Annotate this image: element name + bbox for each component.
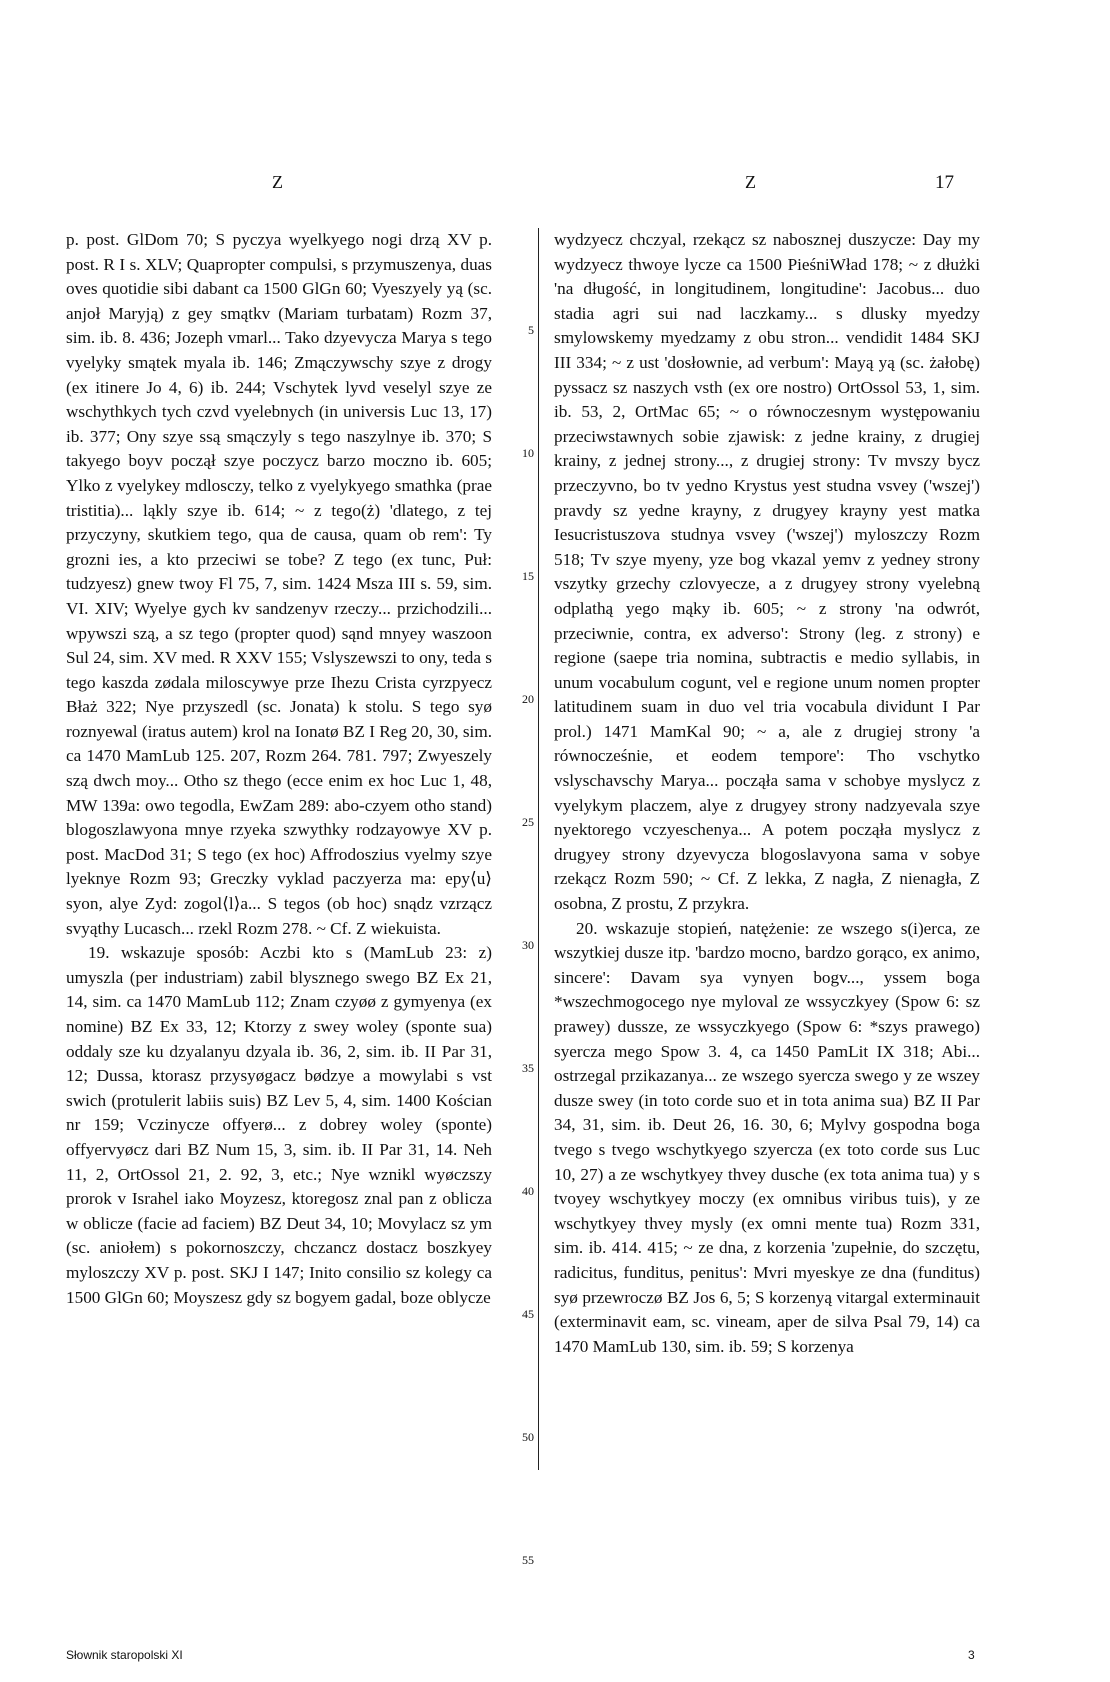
line-number: 20 bbox=[522, 692, 534, 706]
line-number: 25 bbox=[522, 815, 534, 829]
column-divider bbox=[538, 228, 539, 1470]
line-number: 35 bbox=[522, 1061, 534, 1075]
left-column bbox=[66, 228, 492, 1310]
line-number: 55 bbox=[522, 1553, 534, 1567]
line-number: 30 bbox=[522, 938, 534, 952]
line-number: 10 bbox=[522, 446, 534, 460]
right-paragraph: 20. wskazuje stopień, natężenie: ze wszego s(i)erca, ze wszytkiej dusze itp. 'bardzo mocno, bardzo gorąco, ex animo, sincere': Davam sya vynyen bogv..., yssem boga *wszechmogocego nye myloval ze wssyczkyey (Spow 6: sz prawey) dussze, ze wssyczkyego (Spow 6: *szys prawego) syercza mego Spow 3. 4, ca 1450 PamLit IX 318; Abi... ostrzegal przikazanya... ze wszego syercza swego y ze wszey dusze swey (in toto corde suo et in tota anima sua) BZ II Par 34, 31, sim. ib. Deut 26, 16. 30, 6; Mylvy gospodna boga tvego s tvego wschytkyego szyercza (ex toto corde sus Luc 10, 27) a ze wschytkyey thvey dusche (ex tota anima tua) y s tvoyey wschytkyey moczy (ex omnibus viribus tuis), y ze wschytkyey thvey mysly (ex omni mente tua) Rozm 331, sim. ib. 414. 415; ~ ze dna, z korzenia 'zupełnie, do szczętu, radicitus, funditus, penitus': Mvri myeskye ze dna (funditus) syø przewroczø BZ Jos 6, 5; S korzenyą vitargal exterminauit (exterminavit eam, sc. vineam, aper de silva Psal 79, 14) ca 1470 MamLub 130, sim. ib. 59; S korzenya bbox=[554, 918, 980, 1356]
header-right-letter: Z bbox=[745, 172, 756, 192]
footer-sheet-number: 3 bbox=[968, 1648, 975, 1662]
left-paragraph: 19. wskazuje sposób: Aczbi kto s (MamLub 23: z) umyszla (per industriam) zabil blysznego swego BZ Ex 21, 14, sim. ca 1470 MamLub 112; Znam czyøø z gymyenya (ex nomine) BZ Ex 33, 12; Ktorzy z swey woley (sponte sua) oddaly sze ku dzyalanyu dzyala ib. 36, 2, sim. ib. II Par 31, 12; Dussa, ktorasz przysyøgacz bødzye a mowylabi s vst swich (protulerit labiis suis) BZ Lev 5, 4, sim. 1400 Kościan nr 159; Vczinycze offyerø... z dobrey woley (sponte) offyervyøcz dari BZ Num 15, 3, sim. ib. II Par 31, 14. Neh 11, 2, OrtOssol 21, 2. 92, 3, etc.; Nye wznikl wyøczszy prorok v Israhel iako Moyzesz, ktoregosz znal pan z oblicza w oblicze (facie ad faciem) BZ Deut 34, 10; Movylacz sz ym (sc. aniołem) s pokornoszczy, chczancz dostacz boszkyey myloszczy XV p. post. SKJ I 147; Inito consilio sz kolegy ca 1500 GlGn 60; Moyszesz gdy sz bogyem gadal, boze oblycze bbox=[66, 943, 492, 1307]
line-number: 15 bbox=[522, 569, 534, 583]
right-paragraph: wydzyecz chczyal, rzekącz sz nabosznej duszycze: Day my wydzyecz thwoye lycze ca 1500 PieśniWład 178; ~ z dłużki 'na długość, in longitudinem, longitudine': Jacobus... duo stadia agri sui nad laczkamy... s dlusky myedzy smylowskemy myedzamy z obu stron... vendidit 1484 SKJ III 334; ~ z ust 'dosłownie, ad verbum': Mayą yą (sc. żałobę) pyssacz sz naszych vsth (ex ore nostro) OrtOssol 53, 1, sim. ib. 53, 2, OrtMac 65; ~ o równoczesnym występowaniu przeciwstawnych sobie zjawisk: z jedne krainy, z drugiej krainy, z jednej strony..., z drugiej strony: Tv mvszy bycz przeczyvno, bo tv yedno Krystus yest studna vsvey ('wszej') pravdy sz yedne krayny, z drugyey krayny yest matka Iesucristuszova studnya vsvey ('wszej') myloszczy Rozm 518; Tv szye myeny, yze bog vkazal yemv z yedney strony vszytky grzechy czlovyecze, a z drugyey strony vyelebną odplathą yego mąky ib. 605; ~ z strony 'na odwrót, przeciwnie, contra, ex adverso': Strony (leg. z strony) e regione (saepe tria nomina, subtractis e medio syllabis, in unum vocabulum cogunt, vel e regione unum nomen propter latitudinem suam in duo vel tria vocabula dividunt I Par prol.) 1471 MamKal 90; ~ a, ale z drugiej strony 'a równocześnie, et eodem tempore': Tho vschytko vslyschavschy Marya... począła sama v schobye myslycz z vyelykym placzem, alye z drugyey strony nadzyevala szye nyektorego vczyeschenya... A potem począła myslycz z drugyey strony dzyevycza blogoslavyona sama v sobye rzekącz Rozm 590; ~ Cf. Z lekka, Z nagła, Z nienagła, Z osobna, Z prostu, Z przykra. bbox=[554, 230, 980, 914]
left-paragraph: p. post. GlDom 70; S pyczya wyelkyego nogi drzą XV p. post. R I s. XLV; Quapropter compulsi, s przymuszenya, duas oves quotidie sibi dabant ca 1500 GlGn 60; Vyeszyely yą (sc. anjoł Maryją) z gey smątkv (Mariam turbatam) Rozm 37, sim. ib. 8. 436; Jozeph vmarl... Tako dzyevycza Marya s tego vyelyky smątek myala ib. 146; Zmączywschy szye z drogy (ex itinere Jo 4, 6) ib. 244; Vschytek lyvd veselyl szye ze wschythkych tych czvd vyelebnych (in universis Luc 13, 17) ib. 377; Ony szye ssą smączyly s tego naszylnye ib. 370; S takyego boyv począł szye poczycz barzo moczno ib. 605; Ylko z vyelykey mdlosczy, telko z vyelykyego smathka (prae tristitia)... ląkly szye ib. 614; ~ z tego(ż) 'dlatego, z tej przyczyny, skutkiem tego, qua de causa, quam ob rem': Ty grozni ies, a kto przeciwi se tobe? Z tego (ex tunc, Puł: tudzyesz) gnew twoy Fl 75, 7, sim. 1424 Msza III s. 59, sim. VI. XIV; Wyelye gych kv sandzenyv rzeczy... przichodzili... wpywszi szą, a sz tego (propter quod) sąnd mnyey waszoon Sul 24, sim. XV med. R XXV 155; Vslyszewszi to ony, teda s tego kaszda zødala miloscywye prze Ihezu Crista cyrzpyecz Błaż 322; Nye przyszedl (sc. Jonata) k stolu. S tego syø roznyewal (iratus autem) krol na Ionatø BZ I Reg 20, 30, sim. ca 1470 MamLub 125. 207, Rozm 264. 781. 797; Zwyeszely szą dwch moy... Otho sz thego (ecce enim ex hoc Luc 1, 48, MW 139a: owo tegodla, EwZam 289: abo-czyem otho stand) blogoszlawyona mnye rzyeka szwythky rodzayowye XV p. post. MacDod 31; S tego (ex hoc) Affrodoszius vyelmy szye lyeknye Rozm 93; Greczky vyklad paczyerza ma: epy⟨u⟩syon, alye Zyd: zogol⟨l⟩a... S tegos (ob hoc) snądz vzrzącz svyąthy Lucasch... rzekl Rozm 278. ~ Cf. Z wiekuista. bbox=[66, 230, 492, 938]
right-column bbox=[554, 228, 980, 1359]
header-left-letter: Z bbox=[272, 172, 283, 192]
line-number: 5 bbox=[528, 323, 534, 337]
footer-title: Słownik staropolski XI bbox=[66, 1648, 183, 1662]
page-number: 17 bbox=[935, 172, 954, 193]
line-number: 40 bbox=[522, 1184, 534, 1198]
line-number: 45 bbox=[522, 1307, 534, 1321]
line-number: 50 bbox=[522, 1430, 534, 1444]
